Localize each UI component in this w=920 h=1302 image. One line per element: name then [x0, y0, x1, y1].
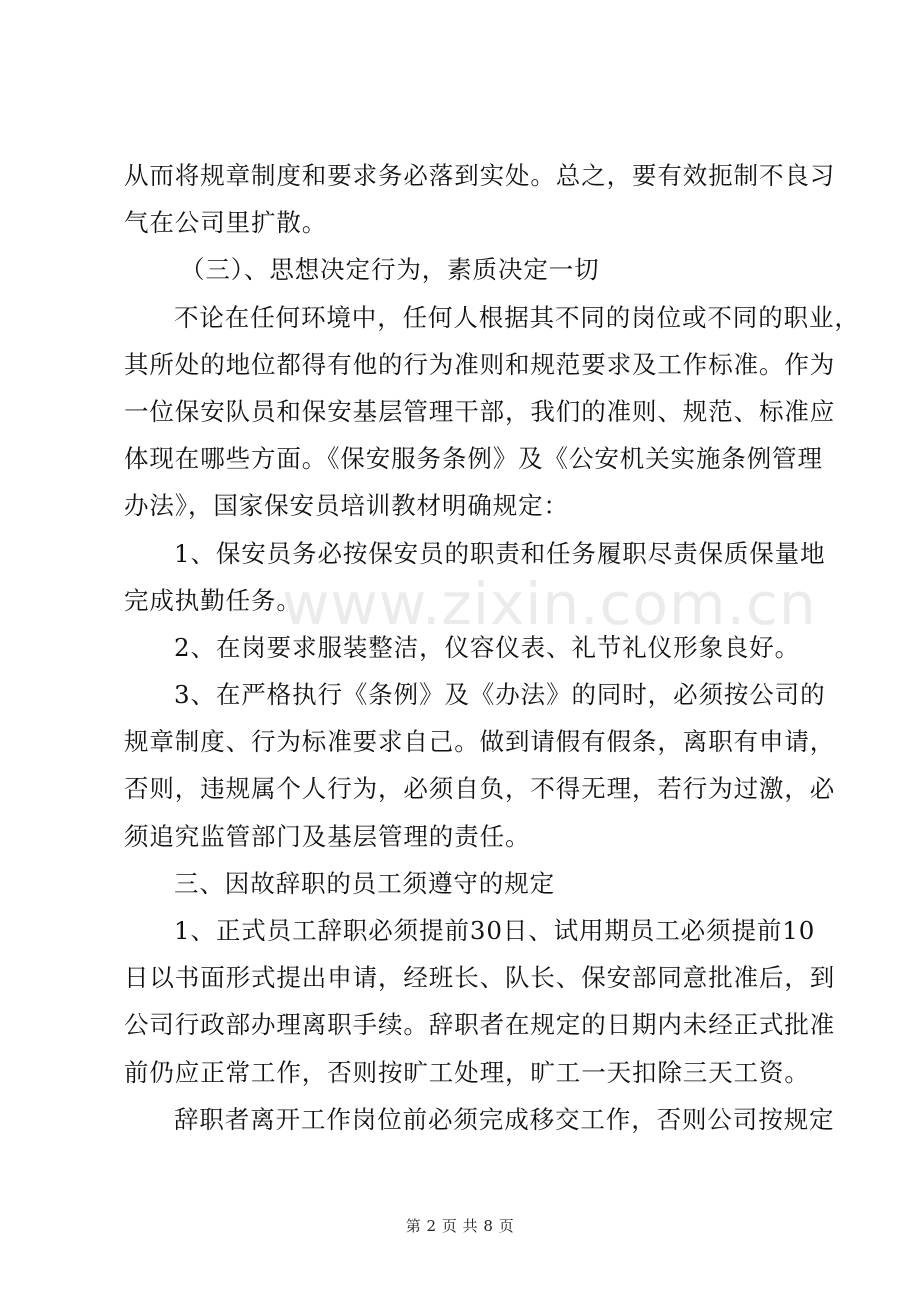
watermark: www.zixin.com.cn: [282, 570, 817, 638]
paragraph-line: 规章制度、行为标准要求自己。做到请假有假条，离职有申请，: [124, 727, 836, 757]
paragraph-line: 气在公司里扩散。: [124, 208, 328, 238]
paragraph-line: 公司行政部办理离职手续。辞职者在规定的日期内未经正式批准: [124, 1010, 836, 1040]
paragraph-line: 完成执勤任务。: [124, 585, 302, 615]
section-heading: （三）、思想决定行为，素质决定一切: [180, 255, 600, 285]
paragraph-line: 日以书面形式提出申请，经班长、队长、保安部同意批准后，到: [124, 963, 836, 993]
document-body: [124, 152, 860, 1143]
list-item: 2、在岗要求服装整洁，仪容仪表、礼节礼仪形象良好。: [174, 632, 801, 662]
paragraph-line: 办法》，国家保安员培训教材明确规定：: [124, 491, 569, 521]
paragraph-line: 其所处的地位都得有他的行为准则和规范要求及工作标准。作为: [124, 349, 836, 379]
paragraph-line: 前仍应正常工作，否则按旷工处理，旷工一天扣除三天工资。: [124, 1057, 810, 1087]
paragraph-line: 辞职者离开工作岗位前必须完成移交工作，否则公司按规定: [174, 1104, 835, 1134]
paragraph-line: 否则，违规属个人行为，必须自负，不得无理，若行为过激，必: [124, 774, 836, 804]
list-item: 3、在严格执行《条例》及《办法》的同时，必须按公司的: [174, 680, 826, 710]
paragraph-line: 从而将规章制度和要求务必落到实处。总之，要有效扼制不良习: [124, 161, 836, 190]
paragraph-line: 一位保安队员和保安基层管理干部，我们的准则、规范、标准应: [124, 396, 836, 426]
paragraph-line: 体现在哪些方面。《保安服务条例》及《公安机关实施条例管理: [124, 444, 823, 474]
list-item: 1、正式员工辞职必须提前30日、试用期员工必须提前10: [174, 916, 816, 945]
paragraph-line: 不论在任何环境中，任何人根据其不同的岗位或不同的职业，: [174, 302, 860, 332]
page-footer: 第 2 页 共 8 页: [405, 1217, 515, 1235]
list-item: 1、保安员务必按保安员的职责和任务履职尽责保质保量地: [174, 538, 826, 568]
section-heading: 三、因故辞职的员工须遵守的规定: [174, 868, 555, 898]
paragraph-line: 须追究监管部门及基层管理的责任。: [124, 821, 531, 851]
